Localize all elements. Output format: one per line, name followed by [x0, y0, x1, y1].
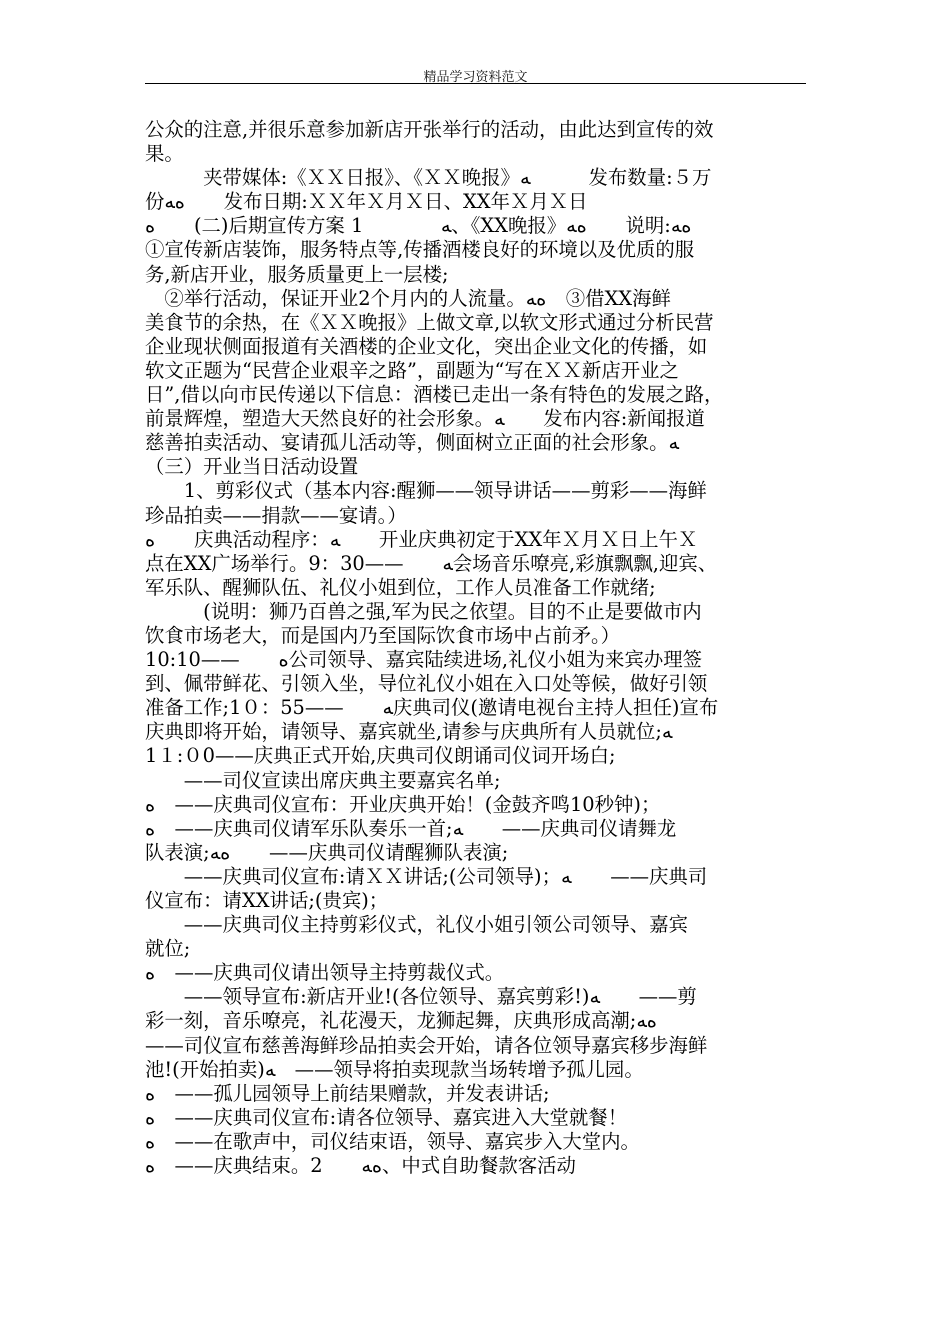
- text-line: 仪宣布：请XX讲话;(贵宾)；: [145, 889, 389, 912]
- text-line: 就位;: [145, 937, 191, 961]
- text-line: ——司仪宣布慈善海鲜珍品拍卖会开始，请各位领导嘉宾移步海鲜: [145, 1033, 708, 1057]
- text-line: ②举行活动，保证开业2个月内的人流量。ﻩﻪ ③借XX海鲜: [145, 286, 671, 310]
- text-line: 美食节的余热，在《ＸＸ晚报》上做文章,以软文形式通过分析民营: [145, 310, 714, 334]
- header-divider: [145, 83, 806, 84]
- text-line: ——司仪宣读出席庆典主要嘉宾名单;: [145, 768, 501, 792]
- text-line: 夹带媒体:《ＸＸ日报》、《ＸＸ晚报》ﻪ 发布数量:５万: [145, 166, 712, 190]
- text-line: 前景辉煌，塑造大天然良好的社会形象。ﻪ 发布内容:新闻报道: [145, 407, 705, 431]
- document-body: [145, 118, 810, 1178]
- text-line: ——领导宣布:新店开业!(各位领导、嘉宾剪彩!)ﻪ ——剪: [145, 985, 697, 1009]
- text-line: ﻩ ——在歌声中，司仪结束语，领导、嘉宾步入大堂内。: [145, 1129, 640, 1153]
- text-line: 10:10—— ﻩ公司领导、嘉宾陆续进场,礼仪小姐为来宾办理签: [145, 648, 702, 672]
- text-line: ﻩ ——庆典司仪宣布：开业庆典开始！(金鼓齐鸣10秒钟)；: [145, 792, 661, 816]
- text-line: ——庆典司仪宣布:请ＸＸ讲话;(公司领导)；ﻪ ——庆典司: [145, 864, 708, 888]
- text-line: ﻩ ——庆典司仪宣布:请各位领导、嘉宾进入大堂就餐！: [145, 1105, 628, 1129]
- section-heading: （三）开业当日活动设置: [145, 455, 359, 479]
- text-line: 庆典即将开始，请领导、嘉宾就坐,请参与庆典所有人员就位;ﻪ: [145, 720, 673, 744]
- text-line: 1１:０0——庆典正式开始,庆典司仪朗诵司仪词开场白;: [145, 744, 616, 768]
- text-line: 果。: [145, 142, 184, 166]
- text-line: ——庆典司仪主持剪彩仪式，礼仪小姐引领公司领导、嘉宾: [145, 913, 688, 937]
- page-header: 精品学习资料范文: [423, 70, 528, 85]
- text-line: 池!(开始拍卖)ﻪ ——领导将拍卖现款当场转增予孤儿园。: [145, 1057, 644, 1081]
- text-line: 准备工作;1０：55—— ﻪ庆典司仪(邀请电视台主持人担任)宣布: [145, 696, 719, 720]
- text-line: 慈善拍卖活动、宴请孤儿活动等，侧面树立正面的社会形象。ﻪ: [145, 431, 679, 455]
- text-line: 彩一刻，音乐嘹亮，礼花漫天，龙狮起舞，庆典形成高潮;ﻩﻪ: [145, 1009, 657, 1033]
- text-line: ﻩ ——庆典司仪请出领导主持剪裁仪式。: [145, 961, 505, 985]
- text-line: ①宣传新店装饰，服务特点等,传播酒楼良好的环境以及优质的服: [145, 238, 695, 262]
- text-line: ﻩ 庆典活动程序：ﻪ 开业庆典初定于XX年Ｘ月Ｘ日上午Ｘ: [145, 527, 698, 551]
- text-line: 务,新店开业，服务质量更上一层楼;: [145, 262, 449, 286]
- text-line: 饮食市场老大，而是国内乃至国际饮食市场中占前矛。）: [145, 623, 621, 647]
- text-line: ﻩ (二)后期宣传方案 1 ﻪ、《XX晚报》ﻩﻪ 说明:ﻩﻪ: [145, 214, 692, 238]
- text-line: 点在XX广场举行。9：30—— ﻪ会场音乐嘹亮,彩旗飘飘,迎宾、: [145, 551, 718, 575]
- text-line: 到、佩带鲜花、引领入坐，导位礼仪小姐在入口处等候，做好引领: [145, 672, 708, 696]
- text-line: ﻩ ——庆典结束。2 ﻩﻪ、中式自助餐款客活动: [145, 1154, 576, 1178]
- text-line: 份ﻩﻪ 发布日期:ＸＸ年Ｘ月Ｘ日、XX年Ｘ月Ｘ日: [145, 190, 588, 214]
- text-line: 软文正题为“民营企业艰辛之路”，副题为“写在ＸＸ新店开业之: [145, 358, 679, 382]
- text-line: (说明：狮乃百兽之强,军为民之依望。目的不止是要做市内: [145, 599, 702, 623]
- text-line: 公众的注意,并很乐意参加新店开张举行的活动，由此达到宣传的效: [145, 118, 714, 141]
- text-line: 1、剪彩仪式（基本内容:醒狮——领导讲话——剪彩——海鲜: [145, 479, 707, 503]
- text-line: ﻩ ——庆典司仪请军乐队奏乐一首;ﻪ ——庆典司仪请舞龙: [145, 816, 677, 840]
- text-line: 军乐队、醒狮队伍、礼仪小姐到位，工作人员准备工作就绪;: [145, 575, 656, 599]
- text-line: 企业现状侧面报道有关酒楼的企业文化，突出企业文化的传播，如: [145, 334, 708, 358]
- text-line: ﻩ ——孤儿园领导上前结果赠款，并发表讲话;: [145, 1081, 550, 1105]
- text-line: 珍品拍卖——捐款——宴请。）: [145, 503, 407, 527]
- text-line: 日”,借以向市民传递以下信息：酒楼已走出一条有特色的发展之路，: [145, 383, 724, 407]
- text-line: 队表演;ﻩﻪ ——庆典司仪请醒狮队表演;: [145, 840, 509, 864]
